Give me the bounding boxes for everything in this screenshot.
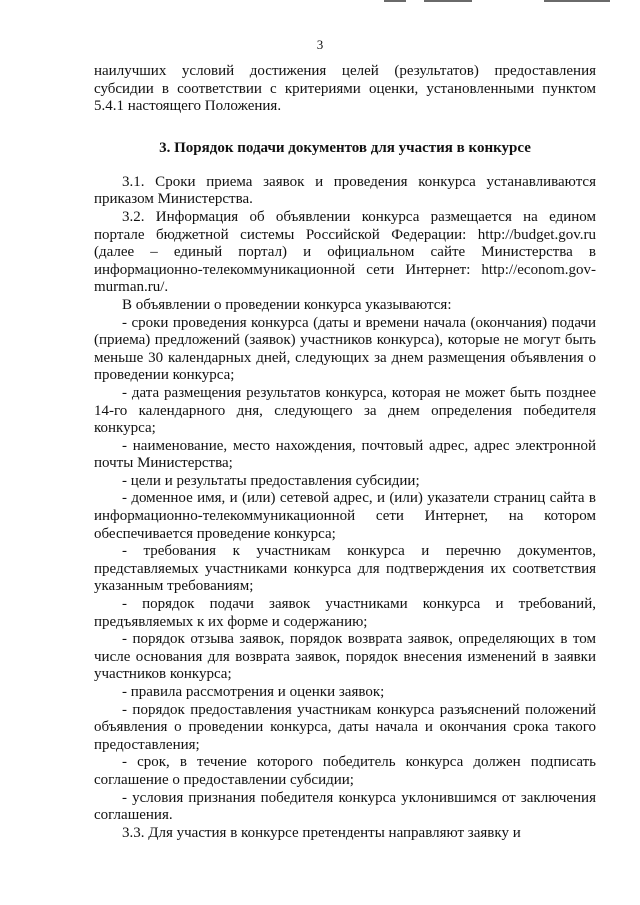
list-item: - порядок предоставления участникам конкурса разъяснений положений объявления о проведении конкурса, даты начала и окончания срока такого предоставления; bbox=[94, 701, 596, 753]
list-item: - дата размещения результатов конкурса, которая не может быть позднее 14-го календарного дня, следующего за днем определения победителя конкурса; bbox=[94, 384, 596, 437]
paragraph-3-2: 3.2. Информация об объявлении конкурса размещается на едином портале бюджетной системы Российской Федерации: http://budget.gov.ru (далее – единый портал) и официальном сайте Министерства в информационно-телекоммуникационной сети Интернет: http://econom.gov-murman.ru/. bbox=[94, 208, 596, 296]
list-item: - требования к участникам конкурса и перечню документов, представляемых участниками конкурса для подтверждения их соответствия указанным требованиям; bbox=[94, 543, 596, 595]
document-body bbox=[94, 63, 596, 842]
list-item: - порядок подачи заявок участниками конкурса и требований, предъявляемых к их форме и содержанию; bbox=[94, 596, 596, 630]
section-title: 3. Порядок подачи документов для участия в конкурсе bbox=[159, 139, 531, 156]
list-item: - правила рассмотрения и оценки заявок; bbox=[122, 684, 385, 700]
scan-edge-marks bbox=[384, 0, 614, 3]
list-item: - порядок отзыва заявок, порядок возврата заявок, определяющих в том числе основания для возврата заявок, порядок внесения изменений в заявки участников конкурса; bbox=[94, 631, 596, 683]
list-item: - сроки проведения конкурса (даты и времени начала (окончания) подачи (приема) предложений (заявок) участников конкурса), которые не могут быть меньше 30 календарных дней, следующих за днем размещения объявления о проведении конкурса; bbox=[94, 314, 596, 384]
page-number: 3 bbox=[316, 37, 324, 52]
list-item: - доменное имя, и (или) сетевой адрес, и (или) указатели страниц сайта в информационно-телекоммуникационной сети Интернет, на котором обеспечивается проведение конкурса; bbox=[94, 490, 596, 542]
announcement-list-heading: В объявлении о проведении конкурса указываются: bbox=[122, 296, 452, 313]
list-item: - условия признания победителя конкурса уклонившимся от заключения соглашения. bbox=[94, 789, 596, 824]
list-item: - срок, в течение которого победитель конкурса должен подписать соглашение о предоставлении субсидии; bbox=[94, 754, 596, 788]
paragraph-3-3: 3.3. Для участия в конкурсе претенденты направляют заявку и bbox=[122, 824, 521, 841]
intro-paragraph: наилучших условий достижения целей (результатов) предоставления субсидии в соответствии с критериями оценки, установленными пунктом 5.4.1 настоящего Положения. bbox=[94, 63, 596, 115]
list-item: - наименование, место нахождения, почтовый адрес, адрес электронной почты Министерства; bbox=[94, 437, 596, 472]
paragraph-3-1: 3.1. Сроки приема заявок и проведения конкурса устанавливаются приказом Министерства. bbox=[94, 173, 596, 208]
list-item: - цели и результаты предоставления субсидии; bbox=[122, 472, 420, 489]
